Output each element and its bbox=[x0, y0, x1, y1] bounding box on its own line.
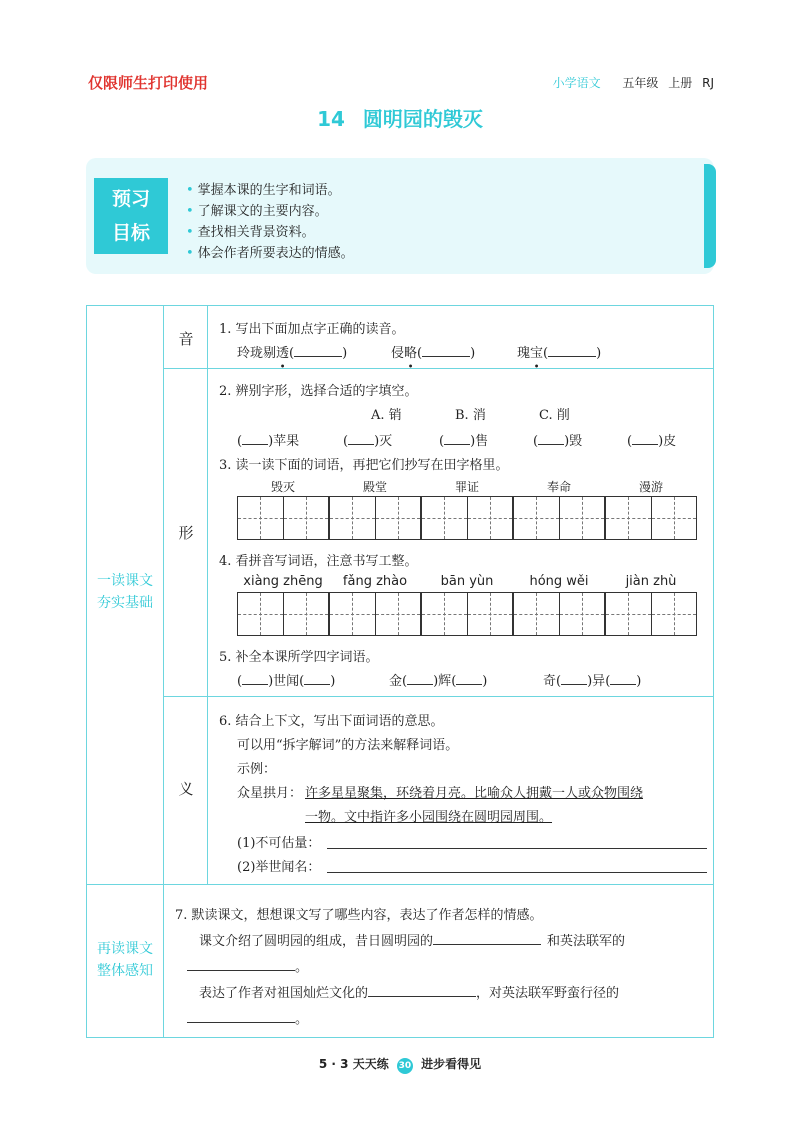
tianzige-box[interactable] bbox=[421, 496, 513, 540]
q7-line1 bbox=[199, 930, 625, 949]
q6-hint: 可以用“拆字解词”的方法来解释词语。 bbox=[237, 738, 459, 753]
watermark-text: 仅限师生打印使用 bbox=[88, 74, 209, 92]
footer-slogan: 进步看得见 bbox=[421, 1057, 482, 1071]
q4-pinyin: fǎng zhào bbox=[342, 574, 408, 589]
q4-pinyin: bān yùn bbox=[440, 574, 494, 589]
q1-dotted-char: 宝 bbox=[530, 346, 544, 361]
footer-brand: 5 · 3 天天练 bbox=[318, 1057, 389, 1071]
goal-item: • 掌握本课的生字和词语。 bbox=[186, 180, 354, 201]
divider bbox=[163, 696, 713, 697]
q5-part: 辉 bbox=[438, 674, 452, 689]
q4-prompt: 4. 看拼音写词语，注意书写工整。 bbox=[219, 554, 418, 569]
lesson-number: 14 bbox=[317, 107, 345, 131]
goals-tab-decoration bbox=[704, 164, 716, 268]
q6-sub2: (2)举世闻名： bbox=[237, 860, 321, 875]
q1-item: 玲珑剔透( ) bbox=[237, 346, 348, 361]
q1-prompt: 1. 写出下面加点字正确的读音。 bbox=[219, 322, 405, 337]
q1-item-text: 侵 bbox=[391, 346, 405, 361]
footer bbox=[0, 1055, 800, 1074]
q2-item-text: 皮 bbox=[663, 434, 677, 449]
goals-badge-line2: 目标 bbox=[111, 222, 150, 244]
q7-text: 和英法联军的 bbox=[547, 934, 626, 949]
q1-dotted-char: 透 bbox=[276, 346, 290, 361]
answer-blank[interactable] bbox=[538, 444, 564, 445]
header-meta bbox=[547, 74, 714, 91]
goals-badge bbox=[94, 178, 168, 254]
answer-blank[interactable] bbox=[294, 356, 342, 357]
q2-item: ( )苹果 bbox=[237, 434, 300, 449]
q3-word: 毁灭 bbox=[270, 480, 295, 494]
q3-word: 漫游 bbox=[638, 480, 663, 494]
q5-part: 世闻 bbox=[273, 674, 300, 689]
q6-prompt: 6. 结合上下文，写出下面词语的意思。 bbox=[219, 714, 444, 729]
q2-item-text: 毁 bbox=[569, 434, 583, 449]
answer-line[interactable] bbox=[327, 848, 707, 849]
q1-dotted-char: 略 bbox=[404, 346, 418, 361]
subject-label: 小学语文 bbox=[552, 76, 601, 90]
goal-item: • 了解课文的主要内容。 bbox=[186, 201, 354, 222]
tianzige-box[interactable] bbox=[605, 496, 697, 540]
answer-blank[interactable] bbox=[242, 684, 268, 685]
section-second-line2: 整体感知 bbox=[97, 963, 153, 979]
goals-list bbox=[186, 180, 354, 264]
sub-label-meaning: 义 bbox=[178, 780, 194, 798]
divider bbox=[163, 368, 713, 369]
q6-example-line2: 一物。文中指许多小园围绕在圆明园周围。 bbox=[305, 810, 553, 825]
q2-item: ( )皮 bbox=[627, 434, 677, 449]
goals-badge-line1: 预习 bbox=[111, 188, 150, 210]
q3-word: 殿堂 bbox=[362, 480, 387, 494]
tianzige-box[interactable] bbox=[605, 592, 697, 636]
goal-item: • 查找相关背景资料。 bbox=[186, 222, 354, 243]
q2-item-text: 售 bbox=[475, 434, 489, 449]
q6-example-term: 众星拱月： bbox=[237, 786, 303, 801]
answer-blank[interactable] bbox=[348, 444, 374, 445]
q5-item: 奇( )异( ) bbox=[543, 674, 642, 689]
q2-option: B. 消 bbox=[455, 408, 486, 423]
q6-example-line1: 许多星星聚集，环绕着月亮。比喻众人拥戴一人或众物围绕 bbox=[305, 786, 644, 801]
preview-goals-box bbox=[86, 158, 714, 274]
q3-word: 奉命 bbox=[546, 480, 571, 494]
answer-blank[interactable] bbox=[548, 356, 596, 357]
grade-label: 五年级 bbox=[622, 76, 659, 90]
q5-part: 异 bbox=[592, 674, 606, 689]
q6-sub1: (1)不可估量： bbox=[237, 836, 321, 851]
page-title bbox=[0, 103, 800, 132]
goal-item: • 体会作者所要表达的情感。 bbox=[186, 243, 354, 264]
edition-label: RJ bbox=[702, 76, 714, 90]
q4-pinyin: xiàng zhēng bbox=[243, 574, 323, 589]
q5-part: 奇 bbox=[543, 674, 557, 689]
q1-item: 侵略( ) bbox=[391, 346, 476, 361]
answer-blank[interactable] bbox=[433, 944, 541, 945]
q7-text: 课文介绍了圆明园的组成，昔日圆明园的 bbox=[199, 934, 434, 949]
section-label-second bbox=[87, 938, 163, 982]
sub-label-sound: 音 bbox=[178, 330, 194, 348]
q2-item: ( )灭 bbox=[343, 434, 393, 449]
section-second-line1: 再读课文 bbox=[97, 941, 153, 957]
q7-text: ，对英法联军野蛮行径的 bbox=[476, 986, 620, 1001]
q3-word: 罪证 bbox=[454, 480, 479, 494]
q1-item: 瑰宝( ) bbox=[517, 346, 602, 361]
answer-blank[interactable] bbox=[187, 1022, 295, 1023]
q5-prompt: 5. 补全本课所学四字词语。 bbox=[219, 650, 379, 665]
q1-item-text: 瑰 bbox=[517, 346, 531, 361]
answer-blank[interactable] bbox=[632, 444, 658, 445]
q2-prompt: 2. 辨别字形，选择合适的字填空。 bbox=[219, 384, 418, 399]
q2-option: C. 削 bbox=[539, 408, 570, 423]
answer-blank[interactable] bbox=[561, 684, 587, 685]
q7-line2 bbox=[187, 956, 308, 975]
tianzige-box[interactable] bbox=[237, 592, 329, 636]
answer-blank[interactable] bbox=[242, 444, 268, 445]
q5-item: 金( )辉( ) bbox=[389, 674, 488, 689]
q7-line4 bbox=[187, 1008, 308, 1027]
volume-label: 上册 bbox=[668, 76, 693, 90]
divider bbox=[163, 884, 164, 1037]
exercise-table bbox=[86, 305, 714, 1038]
answer-blank[interactable] bbox=[422, 356, 470, 357]
tianzige-box[interactable] bbox=[329, 496, 421, 540]
q7-text: 。 bbox=[295, 1012, 309, 1027]
page-number-badge: 30 bbox=[397, 1058, 413, 1074]
answer-blank[interactable] bbox=[610, 684, 636, 685]
q2-item-text: 苹果 bbox=[273, 434, 300, 449]
answer-blank[interactable] bbox=[187, 970, 295, 971]
q7-text: 表达了作者对祖国灿烂文化的 bbox=[199, 986, 369, 1001]
q5-item: ( )世闻( ) bbox=[237, 674, 336, 689]
section-first-line2: 夯实基础 bbox=[97, 595, 153, 611]
q4-pinyin: jiàn zhù bbox=[625, 574, 677, 589]
q1-item-text: 玲珑剔 bbox=[237, 346, 277, 361]
answer-blank[interactable] bbox=[407, 684, 433, 685]
q2-item: ( )毁 bbox=[533, 434, 583, 449]
tianzige-box[interactable] bbox=[513, 592, 605, 636]
section-label-first bbox=[87, 570, 163, 614]
q2-option: A. 销 bbox=[371, 408, 402, 423]
lesson-title: 圆明园的毁灭 bbox=[362, 107, 483, 131]
answer-blank[interactable] bbox=[444, 444, 470, 445]
q5-part: 金 bbox=[389, 674, 403, 689]
divider bbox=[87, 884, 713, 885]
q7-prompt: 7. 默读课文，想想课文写了哪些内容，表达了作者怎样的情感。 bbox=[175, 908, 543, 923]
section-first-line1: 一读课文 bbox=[97, 573, 153, 589]
q7-text: 。 bbox=[295, 960, 309, 975]
answer-blank[interactable] bbox=[368, 996, 476, 997]
tianzige-box[interactable] bbox=[421, 592, 513, 636]
q2-item-text: 灭 bbox=[379, 434, 393, 449]
q6-example-label: 示例： bbox=[237, 762, 277, 777]
q4-pinyin: hóng wěi bbox=[529, 574, 589, 589]
q3-prompt: 3. 读一读下面的词语，再把它们抄写在田字格里。 bbox=[219, 458, 509, 473]
q2-item: ( )售 bbox=[439, 434, 489, 449]
sub-label-shape: 形 bbox=[178, 524, 194, 542]
tianzige-box[interactable] bbox=[237, 496, 329, 540]
tianzige-box[interactable] bbox=[329, 592, 421, 636]
answer-blank[interactable] bbox=[304, 684, 330, 685]
answer-line[interactable] bbox=[327, 872, 707, 873]
tianzige-box[interactable] bbox=[513, 496, 605, 540]
q7-line3 bbox=[199, 982, 619, 1001]
answer-blank[interactable] bbox=[456, 684, 482, 685]
